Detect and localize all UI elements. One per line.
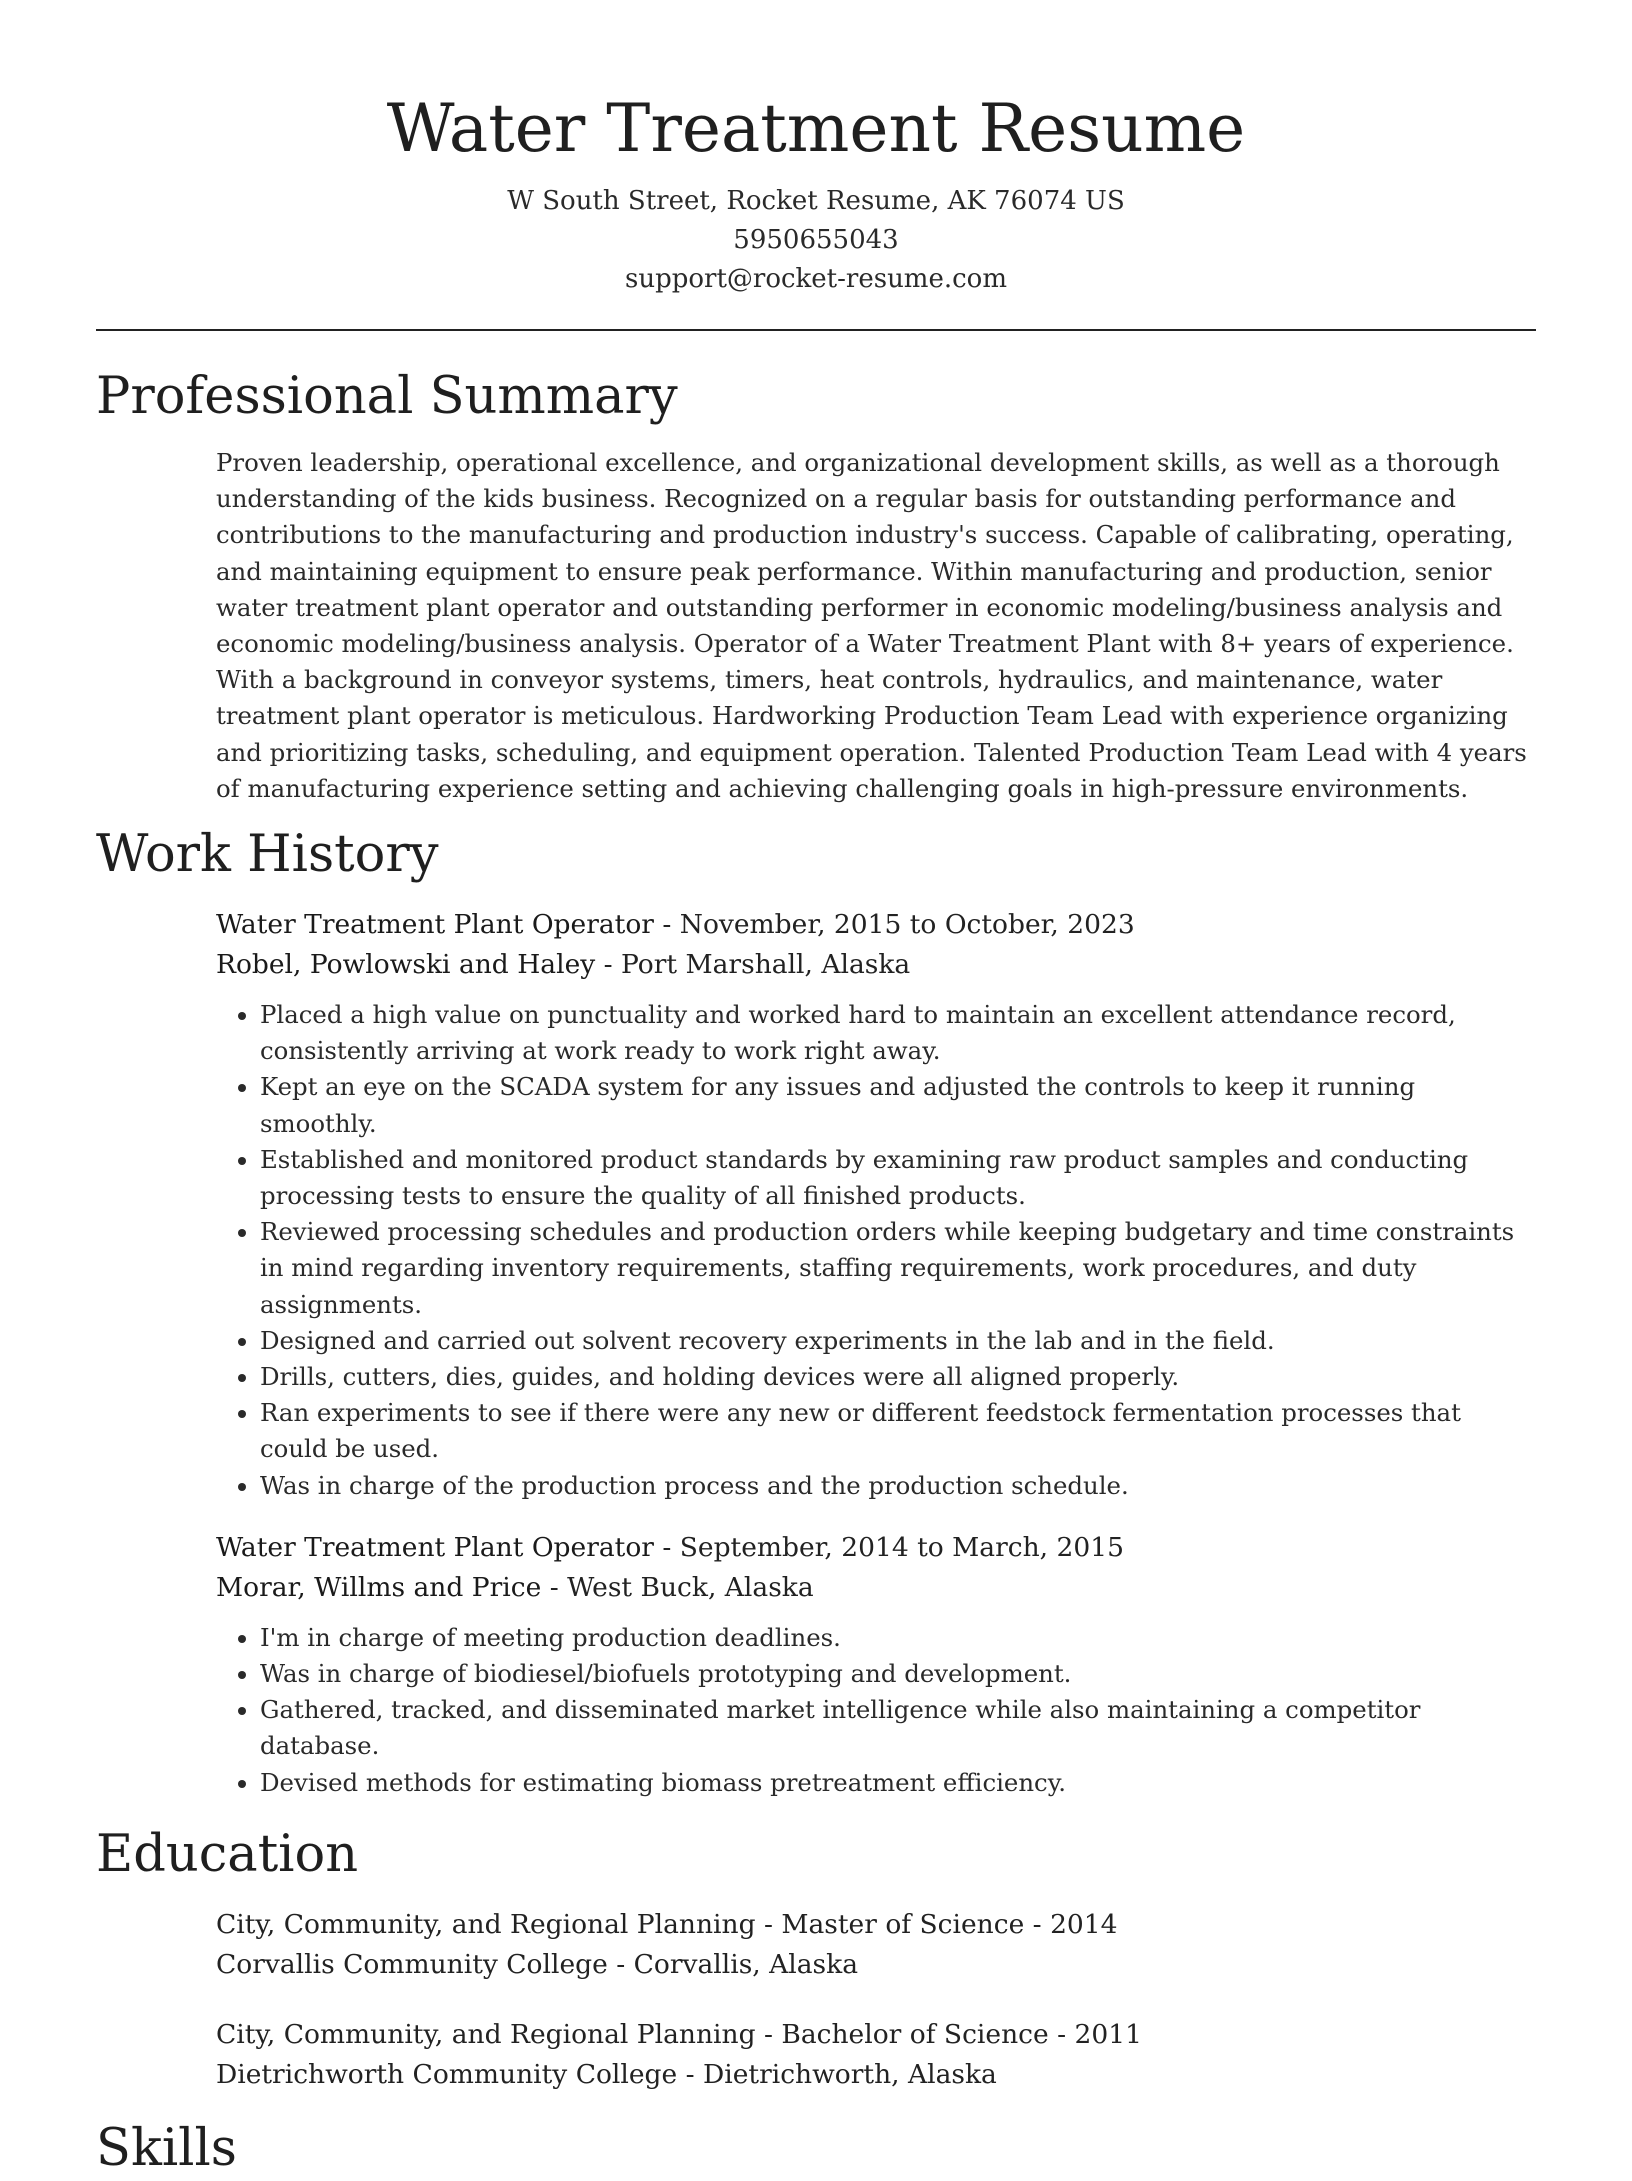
education-degree: Master of Science bbox=[781, 1908, 1025, 1940]
job-bullets bbox=[216, 1620, 1536, 1801]
job-title-line bbox=[216, 1528, 1536, 1568]
separator: - bbox=[653, 1531, 680, 1563]
education-field: City, Community, and Regional Planning bbox=[216, 1908, 756, 1940]
job-position: Water Treatment Plant Operator bbox=[216, 1531, 654, 1563]
separator: - bbox=[1024, 1908, 1051, 1940]
contact-email: support@rocket-resume.com bbox=[624, 264, 1007, 294]
job-bullet: • I'm in charge of meeting production deadlines. bbox=[260, 1620, 1536, 1656]
education-location: Corvallis, Alaska bbox=[633, 1948, 859, 1980]
summary-text: Proven leadership, operational excellence, and organizational development skills, as well as a thorough understanding of the kids business. Recognized on a regular basis for outstanding performance and contributions to the manufacturing and production industry's success. Capable of calibrating, operating, and maintaining equipment to ensure peak performance. Within manufacturing and production, senior water treatment plant operator and outstanding performer in economic modeling/business analysis and economic modeling/business analysis. Operator of a Water Treatment Plant with 8+ years of experience. With a background in conveyor systems, timers, heat controls, hydraulics, and maintenance, water treatment plant operator is meticulous. Hardworking Production Team Lead with experience organizing and prioritizing tasks, scheduling, and equipment operation. Talented Production Team Lead with 4 years of manufacturing experience setting and achieving challenging goals in high-pressure environments. bbox=[216, 448, 1527, 803]
job-company-line bbox=[216, 1568, 1536, 1608]
job-bullet: • Ran experiments to see if there were any new or different feedstock fermentation processes that could be used. bbox=[260, 1395, 1536, 1467]
job-entry bbox=[216, 905, 1536, 1504]
job-bullet: • Placed a high value on punctuality and worked hard to maintain an excellent attendance record, consistently arriving at work ready to work right away. bbox=[260, 997, 1536, 1069]
separator: - bbox=[607, 1948, 634, 1980]
job-bullet: • Reviewed processing schedules and production orders while keeping budgetary and time constraints in mind regarding inventory requirements, staffing requirements, work procedures, and duty assignments. bbox=[260, 1214, 1536, 1323]
education-degree-line bbox=[216, 2015, 1536, 2055]
job-dates: November, 2015 to October, 2023 bbox=[679, 909, 1135, 941]
job-bullet: • Designed and carried out solvent recovery experiments in the lab and in the field. bbox=[260, 1323, 1536, 1359]
header-divider bbox=[96, 329, 1536, 331]
job-title-line bbox=[216, 905, 1536, 945]
work-history-section bbox=[96, 823, 1536, 1801]
job-bullet: • Was in charge of the production process and the production schedule. bbox=[260, 1468, 1536, 1504]
job-bullet: • Gathered, tracked, and disseminated market intelligence while also maintaining a competitor database. bbox=[260, 1692, 1536, 1764]
separator: - bbox=[595, 949, 622, 981]
job-company: Robel, Powlowski and Haley bbox=[216, 949, 596, 981]
summary-heading: Professional Summary bbox=[96, 367, 678, 426]
job-bullet: • Devised methods for estimating biomass pretreatment efficiency. bbox=[260, 1765, 1536, 1801]
education-entry bbox=[216, 2015, 1536, 2095]
job-bullet: • Drills, cutters, dies, guides, and holding devices were all aligned properly. bbox=[260, 1359, 1536, 1395]
job-location: West Buck, Alaska bbox=[567, 1571, 814, 1603]
separator: - bbox=[1048, 2018, 1075, 2050]
separator: - bbox=[677, 2058, 704, 2090]
job-dates: September, 2014 to March, 2015 bbox=[679, 1531, 1124, 1563]
job-bullets bbox=[216, 997, 1536, 1504]
job-entry bbox=[216, 1528, 1536, 1801]
education-year: 2014 bbox=[1050, 1908, 1118, 1940]
separator: - bbox=[755, 1908, 782, 1940]
summary-section bbox=[96, 365, 1536, 807]
job-bullet: • Was in charge of biodiesel/biofuels prototyping and development. bbox=[260, 1656, 1536, 1692]
work-history-heading: Work History bbox=[96, 825, 439, 885]
education-school-line bbox=[216, 1945, 1536, 1985]
job-location: Port Marshall, Alaska bbox=[621, 949, 911, 981]
job-position: Water Treatment Plant Operator bbox=[216, 909, 654, 941]
job-bullet: • Kept an eye on the SCADA system for any issues and adjusted the controls to keep it running smoothly. bbox=[260, 1069, 1536, 1141]
separator: - bbox=[653, 909, 680, 941]
education-year: 2011 bbox=[1074, 2018, 1142, 2050]
separator: - bbox=[755, 2018, 782, 2050]
resume-page bbox=[96, 0, 1536, 2181]
contact-address: W South Street, Rocket Resume, AK 76074 US bbox=[507, 186, 1125, 216]
resume-title: Water Treatment Resume bbox=[386, 90, 1246, 167]
education-field: City, Community, and Regional Planning bbox=[216, 2018, 756, 2050]
education-school: Dietrichworth Community College bbox=[216, 2058, 678, 2090]
education-heading: Education bbox=[96, 1824, 359, 1884]
job-company-line bbox=[216, 945, 1536, 985]
education-location: Dietrichworth, Alaska bbox=[703, 2058, 997, 2090]
education-entry bbox=[216, 1905, 1536, 1985]
skills-section bbox=[96, 2117, 1536, 2181]
education-degree: Bachelor of Science bbox=[781, 2018, 1049, 2050]
contact-info bbox=[96, 182, 1536, 299]
contact-phone: 5950655043 bbox=[733, 225, 899, 255]
job-bullet: • Established and monitored product standards by examining raw product samples and conducting processing tests to ensure the quality of all finished products. bbox=[260, 1142, 1536, 1214]
job-company: Morar, Willms and Price bbox=[216, 1571, 542, 1603]
skills-heading: Skills bbox=[96, 2118, 237, 2178]
resume-header bbox=[96, 0, 1536, 299]
separator: - bbox=[541, 1571, 568, 1603]
education-school-line bbox=[216, 2055, 1536, 2095]
education-school: Corvallis Community College bbox=[216, 1948, 608, 1980]
education-degree-line bbox=[216, 1905, 1536, 1945]
education-section bbox=[96, 1823, 1536, 2095]
